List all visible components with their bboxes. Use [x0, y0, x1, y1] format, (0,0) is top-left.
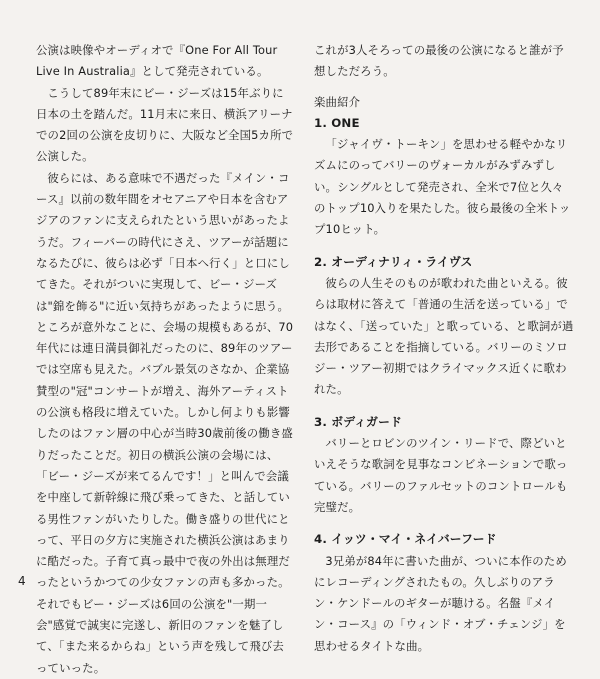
track-title: 1. ONE [314, 115, 360, 130]
body-paragraph: 公演は映像やオーディオで『One For All Tour Live In Australia』として発売されている。 [36, 43, 278, 79]
track-description: 彼らの人生そのものが歌われた曲といえる。彼らは取材に答えて「普通の生活を送っている」ではなく、「送っていた」と歌っている、と歌詞が過去形であることを指摘している。バリーのミソロジー・ツアー初期ではクライマックス近くに歌われた。 [314, 275, 574, 397]
body-paragraph: こうして89年末にビー・ジーズは15年ぶりに日本の土を踏んだ。11月末に来日、横浜アリーナでの2回の公演を皮切りに、大阪など全国5カ所で公演した。 [36, 85, 294, 164]
track-title: 3. ボディガード [314, 414, 402, 429]
section-label: 楽曲紹介 [314, 94, 361, 109]
track-description: 3兄弟が84年に書いた曲が、ついに本作のためにレコーディングされたもの。久しぶりのアラン・ケンドールのギターが聴ける。名盤『メイン・コース』の「ウィンド・オブ・チェンジ」を思わせるタイトな曲。 [314, 553, 567, 653]
body-paragraph: 彼らには、ある意味で不遇だった『メイン・コース』以前の数年間をオセアニアや日本を含むアジアのファンに支えられたという思いがあったようだ。フィーバーの時代にさえ、ツアーが話題になるたびに、彼らは必ず「日本へ行く」と口にしてきた。それがついに実現して、ビー・ジーズは"錦を飾る"に近い気持ちがあったように思う。ところが意外なことに、会場の規模もあるが、70年代には連日満員御礼だったのに、89年のツアーでは空席も見えた。バブル景気のさなか、企業協賛型の"冠"コンサートが増え、海外アーティストの公演も格段に増えていた。しかし何よりも影響したのはファン層の中心が当時30歳前後の働き盛りだったことだ。初日の横浜公演の会場には、「ビー・ジーズが来てるんです！」と叫んで会議を中座して新幹線に飛び乗ってきた、と話している男性ファンがいたりした。働き盛りの世代にとって、平日の夕方に実施された横浜公演はあまりに酷だった。子育て真っ最中で夜の外出は無理だったというかつての少女ファンの声も多かった。それでもビー・ジーズは6回の公演を"一期一会"感覚で誠実に完遂し、新旧のファンを魅了して、「また来るからね」という声を残して飛び去っていった。 [36, 170, 294, 675]
track-title: 2. オーディナリィ・ライヴス [314, 254, 473, 269]
page-number: 4 [18, 574, 26, 588]
track-title: 4. イッツ・マイ・ネイバーフード [314, 532, 497, 547]
intro-paragraph: これが3人そろっての最後の公演になると誰が予想しただろう。 [314, 43, 564, 79]
right-column [314, 40, 574, 657]
track-description: バリーとロビンのツイン・リードで、際どいといえそうな歌詞を見事なコンビネーションで歌っている。バリーのファルセットのコントロールも完璧だ。 [314, 436, 568, 514]
track-description: 「ジャイヴ・トーキン」を思わせる軽やかなリズムにのってバリーのヴォーカルがみずみずしい。シングルとして発売され、全米で7位と久々のトップ10入りを果たした。彼ら最後の全米トップ10ヒット。 [314, 137, 571, 237]
left-column [36, 40, 294, 679]
